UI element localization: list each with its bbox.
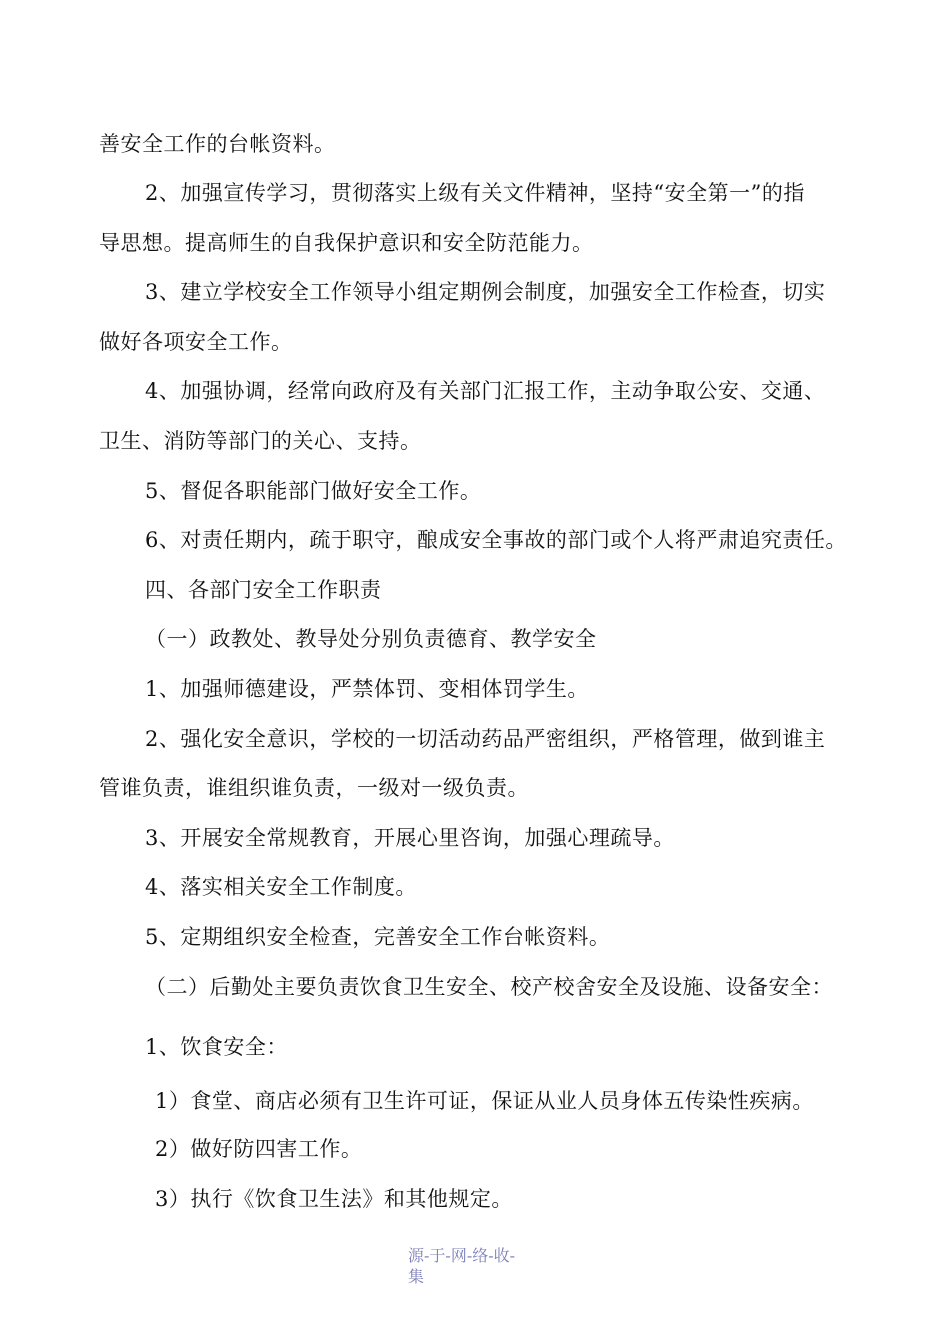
text-line: 2、强化安全意识，学校的一切活动药品严密组织，严格管理，做到谁主	[145, 727, 826, 751]
text-line: 4、加强协调，经常向政府及有关部门汇报工作，主动争取公安、交通、	[145, 379, 826, 403]
text-line: 卫生、消防等部门的关心、支持。	[99, 429, 422, 453]
text-line: 管谁负责，谁组织谁负责，一级对一级负责。	[99, 776, 529, 800]
section-heading: 四、各部门安全工作职责	[145, 578, 382, 602]
footer-line: 源-于-网-络-收-	[408, 1246, 516, 1265]
subsection-heading: （一）政教处、教导处分别负责德育、教学安全	[145, 627, 597, 651]
text-line: 导思想。提高师生的自我保护意识和安全防范能力。	[99, 231, 594, 255]
text-line: 1、加强师德建设，严禁体罚、变相体罚学生。	[145, 677, 589, 701]
text-line: 6、对责任期内，疏于职守，酿成安全事故的部门或个人将严肃追究责任。	[145, 528, 847, 552]
text-line: 5、定期组织安全检查，完善安全工作台帐资料。	[145, 925, 611, 949]
text-line: 4、落实相关安全工作制度。	[145, 875, 417, 899]
footer-source-note	[408, 1245, 548, 1287]
text-line: 3、建立学校安全工作领导小组定期例会制度，加强安全工作检查，切实	[145, 280, 826, 304]
text-line: 做好各项安全工作。	[99, 330, 293, 354]
text-line: 2）做好防四害工作。	[155, 1137, 363, 1161]
text-line: 3）执行《饮食卫生法》和其他规定。	[155, 1187, 513, 1211]
text-line: 1）食堂、商店必须有卫生许可证，保证从业人员身体五传染性疾病。	[155, 1089, 814, 1113]
text-line: 5、督促各职能部门做好安全工作。	[145, 479, 482, 503]
text-line: 1、饮食安全：	[145, 1035, 288, 1059]
text-line: 善安全工作的台帐资料。	[99, 132, 336, 156]
text-line: 3、开展安全常规教育，开展心里咨询，加强心理疏导。	[145, 826, 675, 850]
text-line: 2、加强宣传学习，贯彻落实上级有关文件精神，坚持“安全第一”的指	[145, 181, 805, 205]
footer-line: 集	[408, 1267, 425, 1286]
subsection-heading: （二）后勤处主要负责饮食卫生安全、校产校舍安全及设施、设备安全：	[145, 975, 833, 999]
